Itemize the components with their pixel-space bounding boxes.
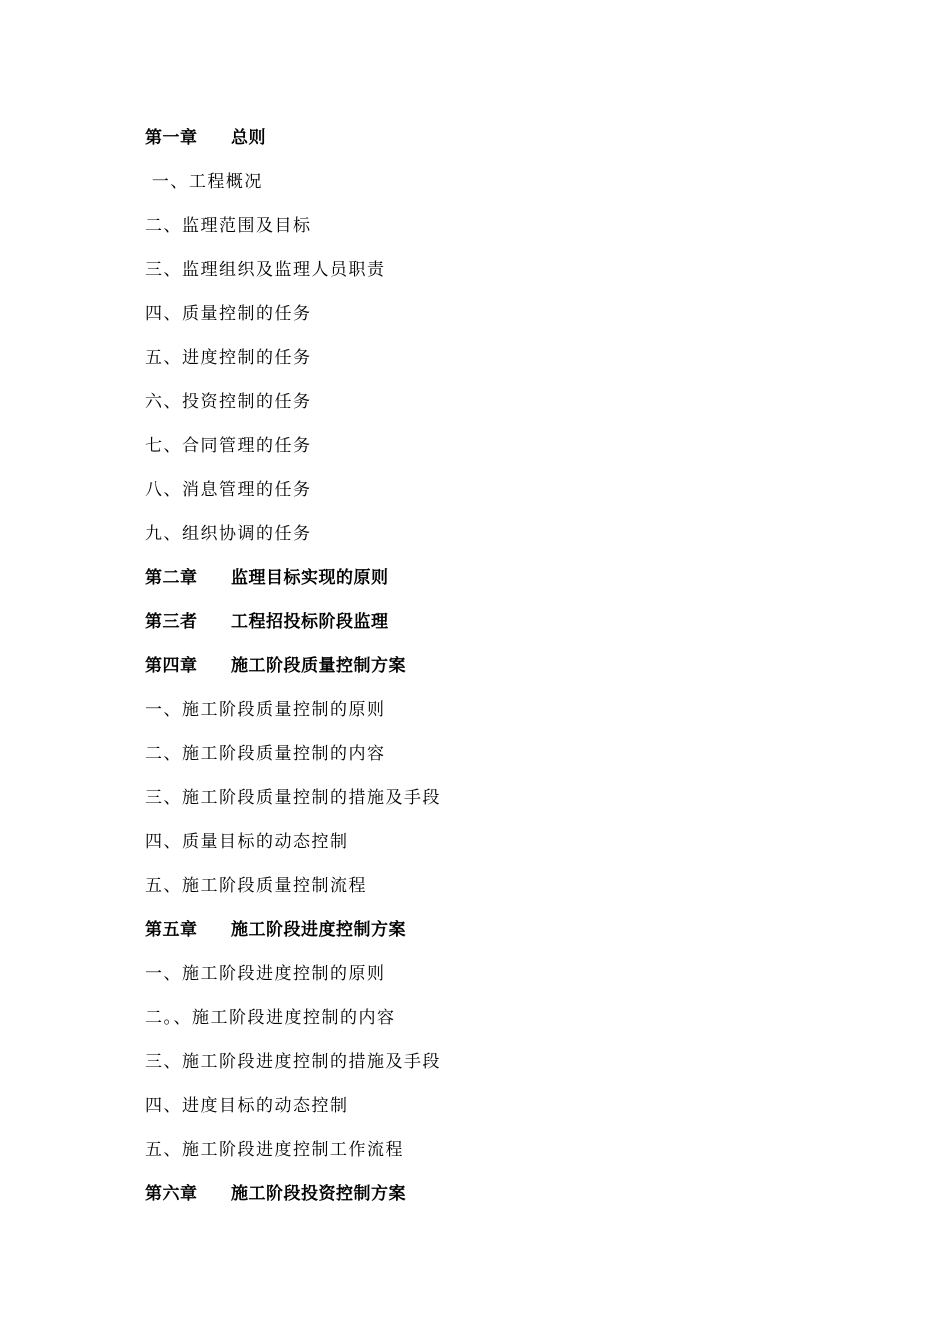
section-item: 四、进度目标的动态控制 [145, 1096, 349, 1116]
section-item: 五、进度控制的任务 [145, 348, 312, 368]
section-item: 二、施工阶段质量控制的内容 [145, 744, 386, 764]
section-item: 五、施工阶段质量控制流程 [145, 876, 367, 896]
chapter-title: 施工阶段质量控制方案 [231, 656, 406, 676]
chapter-title: 工程招投标阶段监理 [231, 612, 389, 632]
section-item: 一、工程概况 [145, 172, 263, 192]
section-item: 六、投资控制的任务 [145, 392, 312, 412]
section-item: 八、消息管理的任务 [145, 480, 312, 500]
chapter-number: 第三者 [145, 612, 198, 632]
chapter-title: 施工阶段投资控制方案 [231, 1184, 406, 1204]
table-of-contents [145, 116, 845, 1216]
chapter-number: 第五章 [145, 920, 198, 940]
chapter-title: 施工阶段进度控制方案 [231, 920, 406, 940]
section-item: 三、施工阶段进度控制的措施及手段 [145, 1052, 441, 1072]
section-item: 四、质量控制的任务 [145, 304, 312, 324]
chapter-number: 第一章 [145, 128, 198, 148]
section-item: 三、监理组织及监理人员职责 [145, 260, 386, 280]
chapter-heading [145, 644, 845, 688]
section-item: 九、组织协调的任务 [145, 524, 312, 544]
chapter-number: 第六章 [145, 1184, 198, 1204]
section-item: 一、施工阶段进度控制的原则 [145, 964, 386, 984]
section-item: 二、监理范围及目标 [145, 216, 312, 236]
chapter-heading [145, 556, 845, 600]
section-item: 一、施工阶段质量控制的原则 [145, 700, 386, 720]
chapter-heading [145, 600, 845, 644]
section-item: 二。、施工阶段进度控制的内容 [145, 1008, 396, 1028]
section-item: 五、施工阶段进度控制工作流程 [145, 1140, 404, 1160]
chapter-heading [145, 1172, 845, 1216]
section-item: 四、质量目标的动态控制 [145, 832, 349, 852]
section-item: 三、施工阶段质量控制的措施及手段 [145, 788, 441, 808]
chapter-heading [145, 908, 845, 952]
chapter-title: 总则 [231, 128, 266, 148]
section-item: 七、合同管理的任务 [145, 436, 312, 456]
chapter-heading [145, 116, 845, 160]
chapter-title: 监理目标实现的原则 [231, 568, 389, 588]
chapter-number: 第二章 [145, 568, 198, 588]
chapter-number: 第四章 [145, 656, 198, 676]
